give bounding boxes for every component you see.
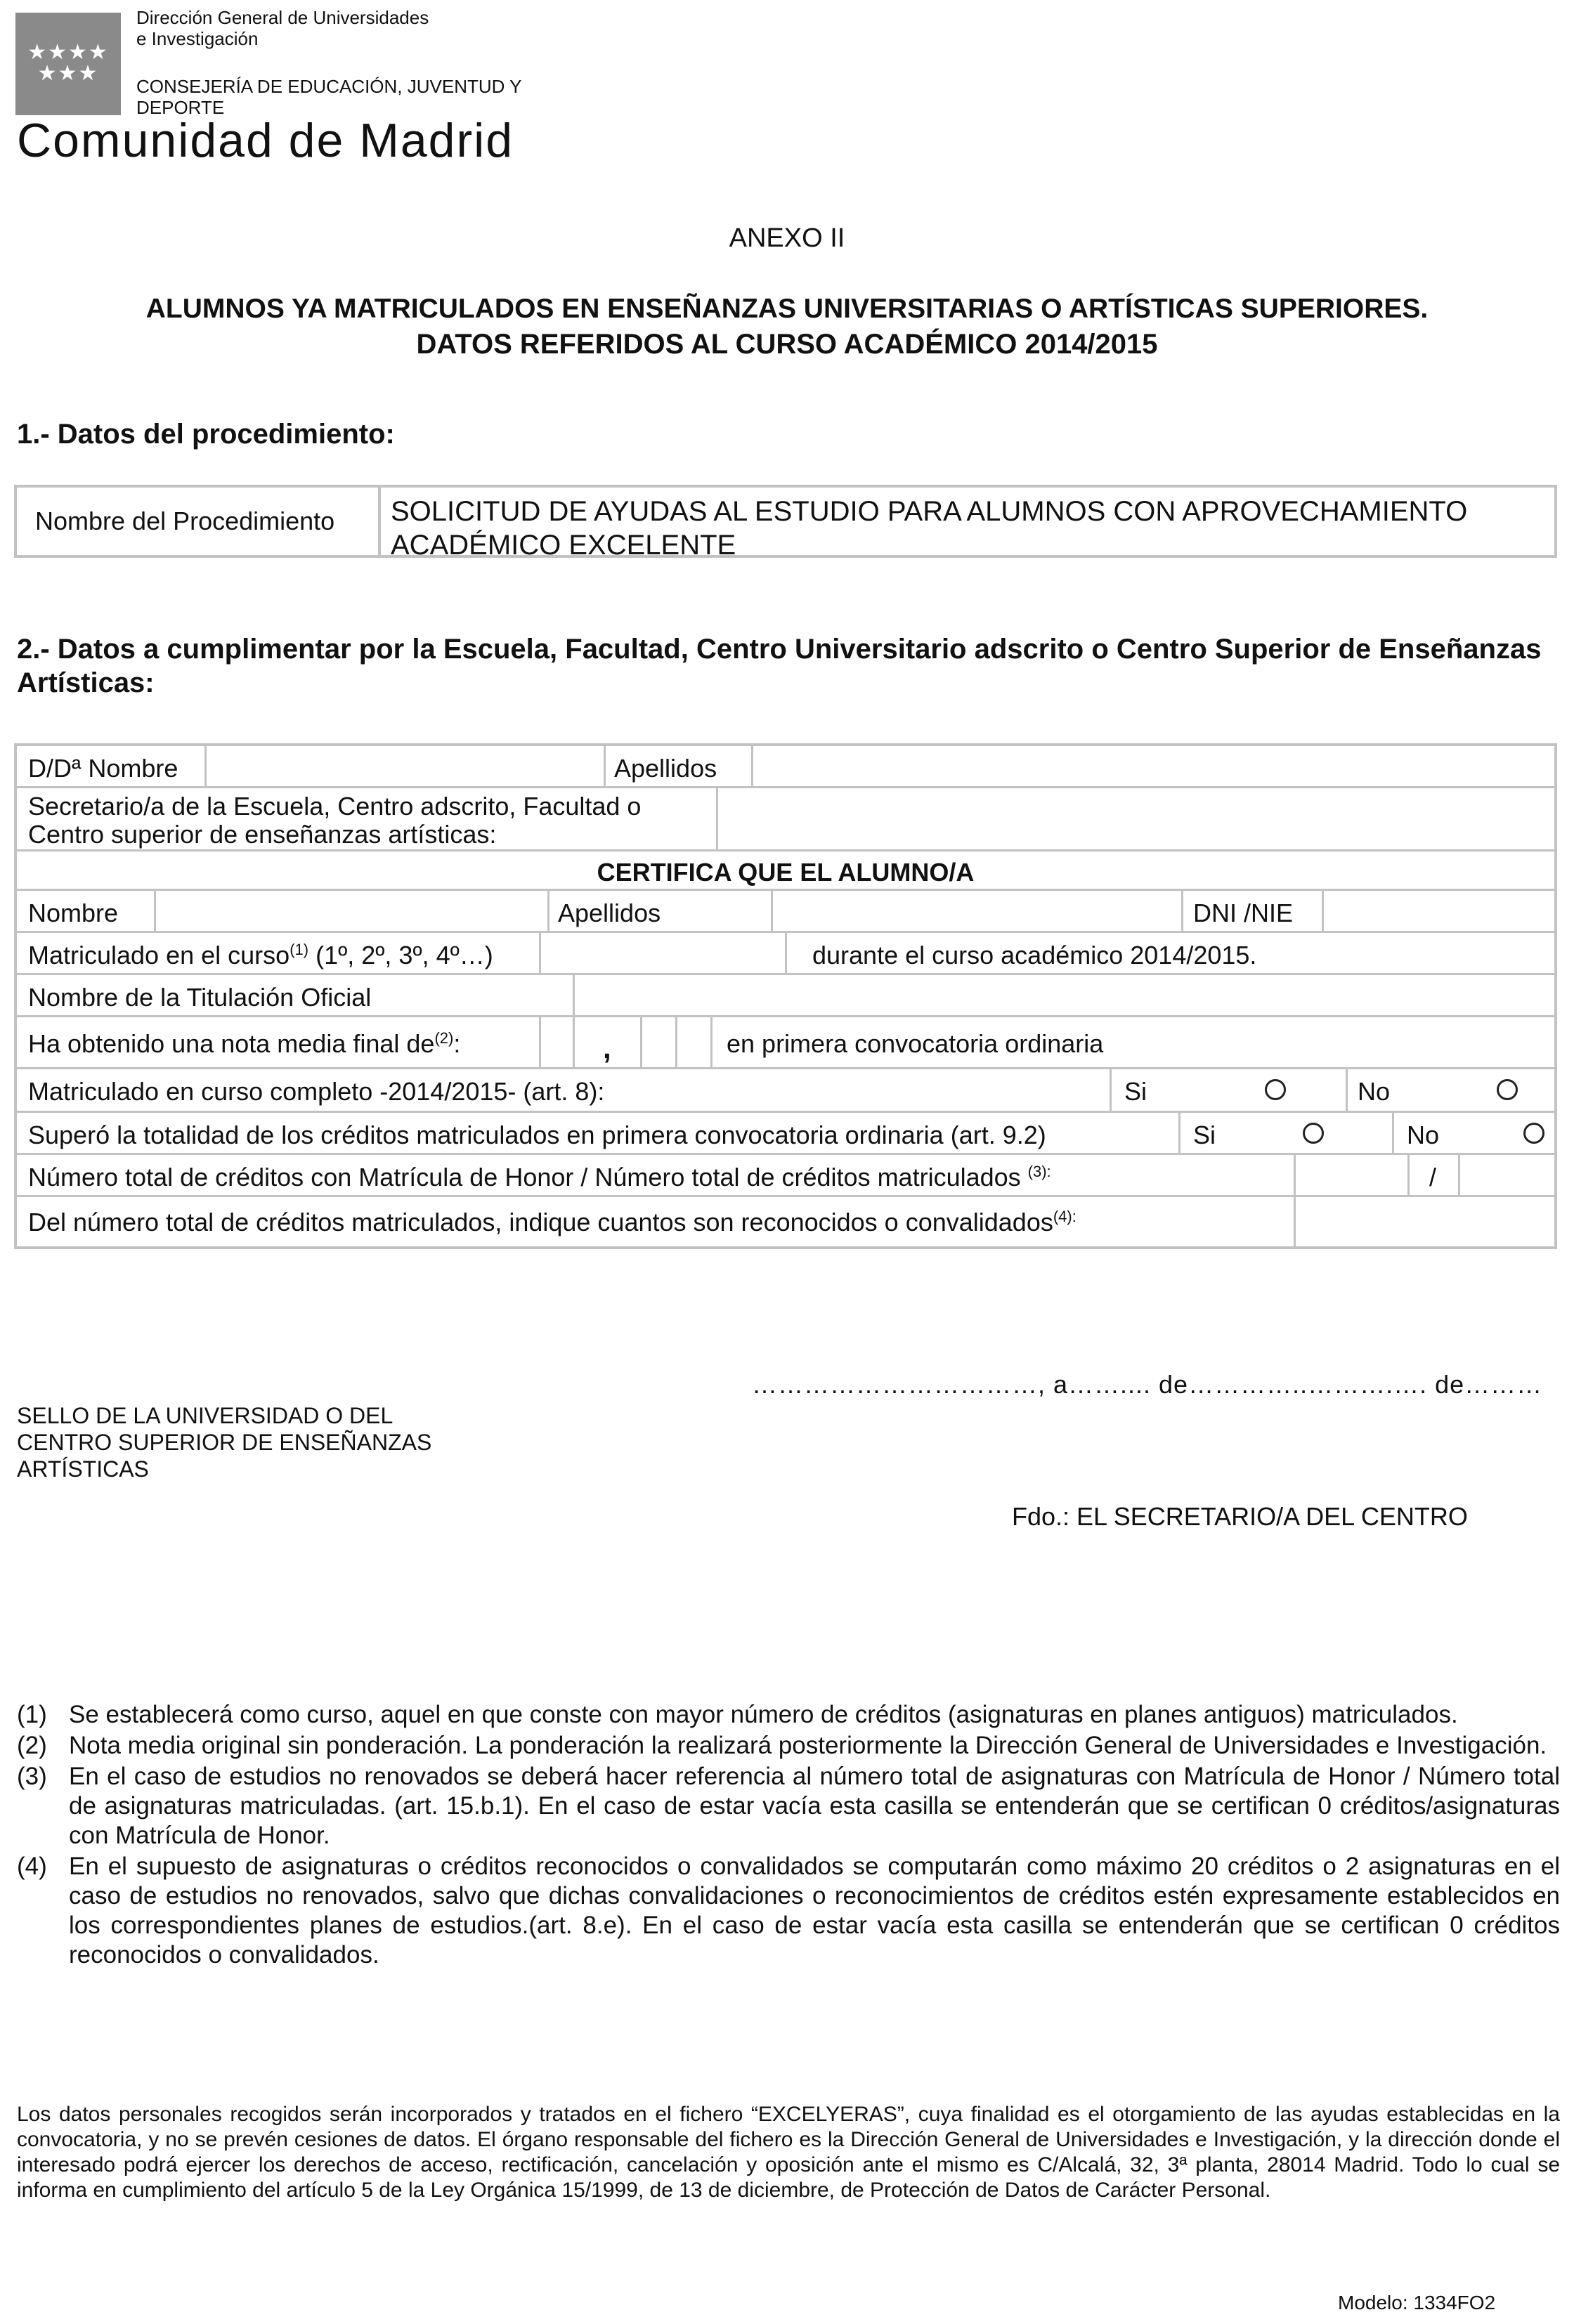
stars-icon: ★★★★ ★★★ <box>27 41 109 85</box>
form-row-honors <box>17 1155 1554 1197</box>
no-label: No <box>1358 1077 1391 1106</box>
form-row-degree <box>17 975 1554 1017</box>
region-name: Comunidad de Madrid <box>17 114 514 167</box>
course-field[interactable] <box>541 933 787 973</box>
form-row-course <box>17 933 1554 975</box>
annex-title: ANEXO II <box>729 223 845 253</box>
form-row-grade <box>17 1017 1554 1069</box>
no-radio-2[interactable] <box>1523 1123 1544 1144</box>
madrid-flag-logo <box>15 13 121 115</box>
degree-field[interactable] <box>575 975 1554 1015</box>
place-date-line[interactable]: ……………………………, a…….... de…………..……….…. de……… <box>752 1370 1543 1399</box>
secretary-name-field[interactable] <box>207 746 606 786</box>
student-name-field[interactable] <box>156 891 549 931</box>
consejeria-name: CONSEJERÍA DE EDUCACIÓN, JUVENTUD Y DEPORTE <box>136 76 522 118</box>
section1-heading: 1.- Datos del procedimiento: <box>17 419 395 450</box>
grade-digit-2[interactable] <box>642 1017 677 1067</box>
recognized-credits-field[interactable] <box>1296 1197 1554 1246</box>
footnote-2: (2) Nota media original sin ponderación. La ponderación la realizará posteriormente la Dirección General de Universidades e Investigación. <box>17 1732 1547 1759</box>
section2-heading: 2.- Datos a cumplimentar por la Escuela, Facultad, Centro Universitario adscrito o Centro Superior de Enseñanzas Artísticas: <box>17 634 1542 698</box>
procedure-table <box>14 485 1557 561</box>
grade-digit-3[interactable] <box>677 1017 713 1067</box>
certification-form <box>14 743 1557 1249</box>
footnote-4: (4) En el supuesto de asignaturas o créditos reconocidos o convalidados se computarán como máximo 20 créditos o 2 asignaturas en el caso de estudios no renovados, salvo que dichas convalidaciones o reconocimientos de créditos estén expresamente establecidos en los correspondientes planes de estudios.(art. 8.e). En el caso de estar vacía esta casilla se entenderán que se certifican 0 créditos reconocidos o convalidados. <box>17 1853 1560 1969</box>
total-credits-field[interactable] <box>1460 1155 1554 1195</box>
honors-credits-field[interactable] <box>1296 1155 1410 1195</box>
num-creditos-label: Número total de créditos con Matrícula de Honor / Número total de créditos matriculados $^{(3):}$ <box>28 1163 1051 1192</box>
nombre-label: Nombre <box>28 899 119 927</box>
yes-radio-2[interactable] <box>1303 1123 1324 1144</box>
slash: / <box>1429 1163 1437 1192</box>
form-row-secretary-center: Secretario/a de la Escuela, Centro adscrito, Facultad o Centro superior de enseñanzas artísticas: <box>17 788 1554 851</box>
privacy-notice: Los datos personales recogidos serán incorporados y tratados en el fichero “EXCELYERAS”, cuya finalidad es el otorgamiento de las ayudas establecidas en la convocatoria, y no se prevén cesiones de datos. El órgano responsable del fichero es la Dirección General de Universidades e Investigación, y la dirección donde el interesado podrá ejercer los derechos de acceso, rectificación, cancelación y oposición ante el mismo es C/Alcalá, 32, 3ª planta, 28014 Madrid. Todo lo cual se informa en cumplimiento del artículo 5 de la Ley Orgánica 15/1999, de 13 de diciembre, de Protección de Datos de Carácter Personal. <box>17 2103 1560 2202</box>
primera-conv-label: en primera convocatoria ordinaria <box>727 1029 1104 1058</box>
supero-label: Superó la totalidad de los créditos matriculados en primera convocatoria ordinaria (art. 9.2) <box>28 1121 1046 1149</box>
form-row-secretary-name <box>17 746 1554 788</box>
no-label-2: No <box>1407 1121 1440 1149</box>
form-model-code: Modelo: 1334FO2 <box>1338 2292 1496 2313</box>
curso-completo-label: Matriculado en curso completo -2014/2015- (art. 8): <box>28 1077 605 1106</box>
form-row-recognized <box>17 1197 1554 1246</box>
apellidos-label: Apellidos <box>614 754 717 783</box>
signature-label: Fdo.: EL SECRETARIO/A DEL CENTRO <box>1012 1502 1468 1531</box>
grade-comma-cell <box>575 1017 642 1067</box>
form-row-credits-passed <box>17 1113 1554 1155</box>
reconocidos-label: Del número total de créditos matriculados, indique cuantos son reconocidos o convalidados$^{(4):}$ <box>28 1208 1077 1236</box>
grade-comma: , <box>603 1031 611 1064</box>
procedure-label: Nombre del Procedimiento <box>17 488 381 555</box>
procedure-value: SOLICITUD DE AYUDAS AL ESTUDIO PARA ALUMNOS CON APROVECHAMIENTO ACADÉMICO EXCELENTE <box>391 496 1468 561</box>
matriculado-curso-label: Matriculado en el curso$^{(1)}$ (1º, 2º, 3º, 4º…) <box>28 941 493 970</box>
dni-field[interactable] <box>1324 891 1554 931</box>
footnote-3: (3) En el caso de estudios no renovados se deberá hacer referencia al número total de asignaturas con Matrícula de Honor / Número total de asignaturas matriculadas. (art. 15.b.1). En el caso de estar vacía esta casilla se entenderán que se certifican 0 créditos/asignaturas con Matrícula de Honor. <box>17 1763 1560 1849</box>
dni-label: DNI /NIE <box>1193 899 1294 927</box>
footnote-1: (1) Se establecerá como curso, aquel en que conste con mayor número de créditos (asignaturas en planes antiguos) matriculados. <box>17 1701 1458 1728</box>
secretario-label: Secretario/a de la Escuela, Centro adscrito, Facultad o <box>28 792 642 821</box>
yes-radio[interactable] <box>1265 1079 1286 1100</box>
form-row-full-course <box>17 1069 1554 1113</box>
center-field[interactable] <box>718 788 1554 849</box>
si-label: Si <box>1124 1077 1147 1106</box>
university-seal-label: SELLO DE LA UNIVERSIDAD O DEL CENTRO SUPERIOR DE ENSEÑANZAS ARTÍSTICAS <box>17 1403 432 1482</box>
apellidos2-label: Apellidos <box>558 899 661 927</box>
form-row-student <box>17 891 1554 933</box>
nota-media-label: Ha obtenido una nota media final $de^{(2)}$: <box>28 1029 461 1058</box>
certifica-heading: CERTIFICA QUE EL ALUMNO/A <box>597 858 975 887</box>
footnotes <box>17 1700 1560 1971</box>
grade-digit-1[interactable] <box>541 1017 575 1067</box>
document-subtitle: DATOS REFERIDOS AL CURSO ACADÉMICO 2014/2015 <box>416 329 1158 360</box>
secretary-surname-field[interactable] <box>753 746 1554 786</box>
durante-label: durante el curso académico 2014/2015. <box>812 941 1257 970</box>
student-surname-field[interactable] <box>773 891 1183 931</box>
si-label-2: Si <box>1193 1121 1216 1149</box>
titulacion-label: Nombre de la Titulación Oficial <box>28 983 372 1012</box>
org-name: Dirección General de Universidades e Investigación <box>136 7 429 49</box>
no-radio[interactable] <box>1497 1079 1518 1100</box>
document-title: ALUMNOS YA MATRICULADOS EN ENSEÑANZAS UNIVERSITARIAS O ARTÍSTICAS SUPERIORES. <box>145 294 1429 324</box>
ddna-nombre-label: D/Dª Nombre <box>28 754 178 783</box>
form-row-certifica <box>17 851 1554 891</box>
